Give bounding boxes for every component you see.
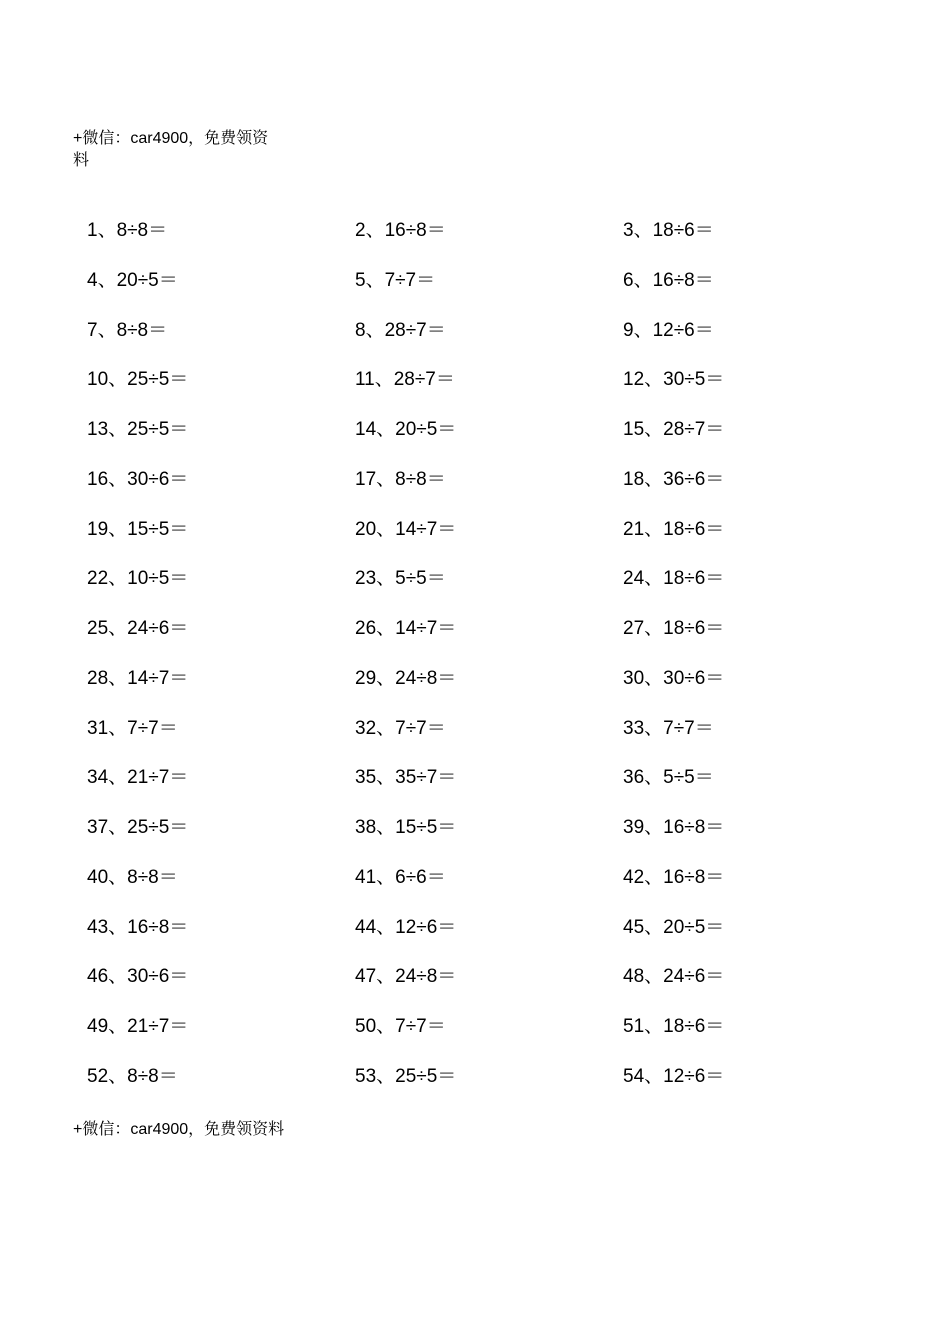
problem-54: 54、12÷6＝ bbox=[623, 1065, 725, 1087]
problem-6: 6、16÷8＝ bbox=[623, 269, 714, 291]
problem-44: 44、12÷6＝ bbox=[355, 916, 457, 938]
problem-21: 21、18÷6＝ bbox=[623, 518, 725, 540]
problem-47: 47、24÷8＝ bbox=[355, 966, 457, 988]
problem-39: 39、16÷8＝ bbox=[623, 817, 725, 838]
problem-8: 8、28÷7＝ bbox=[355, 319, 446, 341]
problem-17: 17、8÷8＝ bbox=[355, 468, 446, 490]
problem-29: 29、24÷8＝ bbox=[355, 667, 457, 689]
problem-12: 12、30÷5＝ bbox=[623, 369, 725, 391]
problem-15: 15、28÷7＝ bbox=[623, 419, 725, 440]
problem-42: 42、16÷8＝ bbox=[623, 866, 725, 888]
problem-31: 31、7÷7＝ bbox=[87, 717, 178, 739]
problem-36: 36、5÷5＝ bbox=[623, 767, 714, 789]
problem-32: 32、7÷7＝ bbox=[355, 717, 446, 739]
problem-5: 5、7÷7＝ bbox=[355, 269, 436, 291]
problem-9: 9、12÷6＝ bbox=[623, 319, 714, 341]
problem-40: 40、8÷8＝ bbox=[87, 866, 178, 888]
problem-19: 19、15÷5＝ bbox=[87, 518, 189, 540]
problem-2: 2、16÷8＝ bbox=[355, 220, 446, 241]
problem-7: 7、8÷8＝ bbox=[87, 319, 168, 341]
problem-52: 52、8÷8＝ bbox=[87, 1065, 178, 1087]
problem-22: 22、10÷5＝ bbox=[87, 568, 189, 590]
problem-46: 46、30÷6＝ bbox=[87, 966, 189, 988]
problem-34: 34、21÷7＝ bbox=[87, 767, 189, 789]
problem-grid bbox=[87, 216, 887, 1112]
problem-1: 1、8÷8＝ bbox=[87, 220, 168, 241]
footer-note: +微信：car4900，免费领资料 bbox=[73, 1121, 285, 1138]
problem-51: 51、18÷6＝ bbox=[623, 1016, 725, 1037]
problem-43: 43、16÷8＝ bbox=[87, 916, 189, 938]
problem-4: 4、20÷5＝ bbox=[87, 269, 178, 291]
problem-16: 16、30÷6＝ bbox=[87, 468, 189, 490]
problem-38: 38、15÷5＝ bbox=[355, 817, 457, 838]
problem-28: 28、14÷7＝ bbox=[87, 667, 189, 689]
problem-53: 53、25÷5＝ bbox=[355, 1065, 457, 1087]
problem-26: 26、14÷7＝ bbox=[355, 618, 457, 639]
problem-13: 13、25÷5＝ bbox=[87, 419, 189, 440]
problem-41: 41、6÷6＝ bbox=[355, 866, 446, 888]
problem-18: 18、36÷6＝ bbox=[623, 468, 725, 490]
problem-3: 3、18÷6＝ bbox=[623, 220, 714, 241]
problem-45: 45、20÷5＝ bbox=[623, 916, 725, 938]
problem-49: 49、21÷7＝ bbox=[87, 1016, 189, 1037]
problem-14: 14、20÷5＝ bbox=[355, 419, 457, 440]
problem-10: 10、25÷5＝ bbox=[87, 369, 189, 391]
problem-11: 11、28÷7＝ bbox=[355, 369, 455, 391]
problem-35: 35、35÷7＝ bbox=[355, 767, 457, 789]
problem-25: 25、24÷6＝ bbox=[87, 618, 189, 639]
problem-24: 24、18÷6＝ bbox=[623, 568, 725, 590]
problem-33: 33、7÷7＝ bbox=[623, 717, 714, 739]
problem-48: 48、24÷6＝ bbox=[623, 966, 725, 988]
header-note: +微信：car4900，免费领资料 bbox=[73, 130, 269, 169]
problem-20: 20、14÷7＝ bbox=[355, 518, 457, 540]
problem-30: 30、30÷6＝ bbox=[623, 667, 725, 689]
problem-27: 27、18÷6＝ bbox=[623, 618, 725, 639]
problem-37: 37、25÷5＝ bbox=[87, 817, 189, 838]
problem-23: 23、5÷5＝ bbox=[355, 568, 446, 590]
problem-50: 50、7÷7＝ bbox=[355, 1016, 446, 1037]
